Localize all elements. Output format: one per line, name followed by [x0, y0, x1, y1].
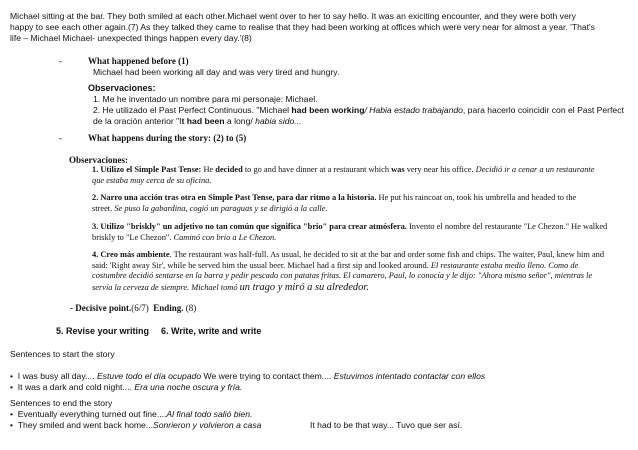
decisive-point-line [70, 303, 196, 313]
obs-2-line [93, 105, 633, 116]
bullet-icon: • [10, 420, 14, 430]
n4-e: servía la cerveza de siempre. Michael tomó [92, 282, 240, 292]
bullet-icon: • [10, 409, 14, 419]
start-item-1-es: Estuve todo el día ocupado [96, 371, 202, 381]
obs-2-bold: had been working [291, 105, 365, 115]
n4-c: El restaurante estaba medio lleno. Como de [430, 260, 579, 270]
n4-a: . The restaurant was half-full. As usual, he decided to sit at the bar and order some fish and chips. The waiter, Paul, knew him and [169, 250, 605, 259]
start-item-1-en2: We were trying to contact them.... [201, 371, 334, 381]
start-item-2-en: It was a dark and cold night.... [17, 382, 135, 392]
obs-2-italic: / Habia estado trabajando [364, 105, 463, 115]
bullet-icon: • [10, 382, 14, 392]
obs-1-line: 1. Me he inventado un nombre para mi personaje: Michael. [93, 94, 318, 104]
n4-b: said: 'Right away Sir', while he served him the usual beer. Michael had a first sip and looked around. [92, 260, 431, 270]
end-item-1-en: Eventually everything turned out fine.... [17, 409, 167, 419]
obs-2-text-d: , para hacerlo coincidir con el Past Perfect [462, 105, 624, 115]
n4-d: costumbre decidió sentarse en la barra y pedir pescado con patatas fritas. El camarero, Paul, lo conocía y le dijo: "Ahora mismo señor", mientras le [92, 271, 593, 281]
intro-line-3: life – Michael Michael- unexpected things happen every day.'(8) [10, 33, 252, 43]
obs-2-text-a: 2. He utilizado el Past Perfect Continuous. "Michael [93, 105, 292, 115]
end-heading: Sentences to end the story [10, 398, 113, 408]
intro-line-1: Michael sitting at the bar. They both smiled at each other.Michael went over to her to say hello. It was an exiciting encounter, and they were both very [10, 11, 576, 21]
observaciones-label-1: Observaciones: [88, 83, 156, 93]
end-item-1 [10, 409, 630, 420]
obs-3-text-c: a long/ [224, 116, 256, 126]
intro-paragraph [10, 11, 630, 44]
n2-a: He put his raincoat on, took his umbrella and headed to the [376, 193, 577, 202]
ending-label: Ending. [153, 303, 184, 313]
obs-3-italic: habia sido... [255, 116, 302, 126]
n1-f: Decidió ir a cenar a un restaurante [475, 165, 595, 174]
n2-b: street. [92, 203, 115, 213]
n3-bold: 3. Utilizo "briskly" un adjetivo no tan común que significa "brio" para crear atmósfera. [92, 222, 407, 231]
decisive-num: (6/7) [131, 303, 149, 313]
happened-before-heading: What happened before (1) [88, 56, 189, 66]
during-item-4 [92, 250, 632, 294]
intro-line-2: happy to see each other again.(7) As they talked they came to realise that they had been working at offices which were very near for almost a year. 'That's [10, 22, 595, 32]
during-item-1 [92, 165, 632, 186]
n1-bold: 1. Utilizo el Simple Past Tense: [92, 165, 202, 174]
start-item-1-en: I was busy all day.... [17, 371, 97, 381]
n1-a: He [201, 165, 216, 174]
during-item-3 [92, 222, 632, 243]
n3-b: briskly to "Le Chezon". [92, 232, 174, 242]
n3-c: Caminó con brio a Le Chezon. [173, 232, 277, 242]
n4-f: un trago y miró a su alrededor. [239, 281, 369, 293]
start-heading: Sentences to start the story [10, 349, 115, 359]
bullet-icon: • [10, 371, 14, 381]
n2-bold: 2. Narro una acción tras otra en Simple Past Tense, para dar ritmo a la historia. [92, 193, 377, 202]
happens-during-heading: What happens during the story: (2) to (5) [88, 133, 247, 143]
bullet-dash-2: - [59, 133, 62, 143]
decisive-label: - Decisive point. [70, 303, 132, 313]
observaciones-block-1 [93, 94, 633, 127]
end-list [10, 409, 630, 431]
step-6: 6. Write, write and write [161, 326, 262, 336]
end-item-2-en2: It had to be that way... Tuvo que ser así. [310, 420, 463, 430]
start-item-2-es: Era una noche oscura y fría. [134, 382, 243, 392]
observaciones-label-2: Observaciones: [69, 155, 128, 165]
start-item-1-es2: Estuvimos intentado contactar con ellos [333, 371, 486, 381]
n1-e: very near his office. [404, 165, 476, 174]
obs-3-text-a: de la oración anterior "I [93, 116, 182, 126]
n3-a: Invento el nombre del restaurante "Le Chezon." He walked [406, 222, 608, 231]
start-item-1 [10, 371, 630, 382]
during-item-2 [92, 193, 632, 214]
end-item-2-es: Sonrieron y volvieron a casa [152, 420, 262, 430]
n4-bold: 4. Creo más ambiente [92, 250, 170, 259]
start-list [10, 371, 630, 393]
obs-3-bold: t had been [181, 116, 225, 126]
n1-d: was [391, 165, 405, 174]
n1-b: decided [215, 165, 243, 174]
ending-num: (8) [183, 303, 197, 313]
n1-c: to go and have dinner at a restaurant which [242, 165, 392, 174]
end-item-2-en: They smiled and went back home... [17, 420, 153, 430]
start-item-2 [10, 382, 630, 393]
n1-g: que estaba muy cerca de su oficina. [92, 175, 212, 185]
n2-c: Se puso la gabardina, cogió un paraguas y se dirigió a la calle. [114, 203, 328, 213]
obs-3-line [93, 116, 633, 127]
happened-before-text: Michael had been working all day and was very tired and hungry. [93, 67, 340, 77]
step-5: 5. Revise your writing [56, 326, 150, 336]
end-item-1-es: Al final todo salió bien. [166, 409, 253, 419]
bullet-dash: - [59, 56, 62, 66]
end-item-2 [10, 420, 630, 431]
